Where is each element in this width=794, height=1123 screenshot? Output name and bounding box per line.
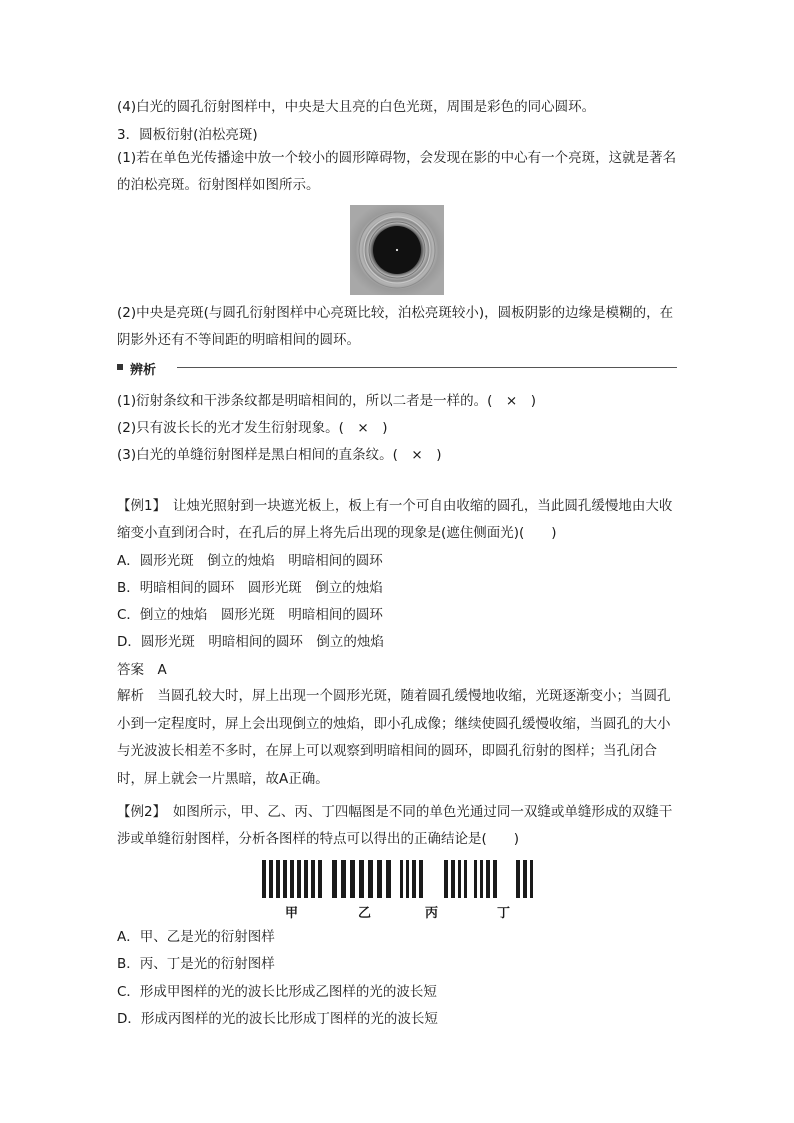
- example2-option-c: C．形成甲图样的光的波长比形成乙图样的光的波长短: [117, 984, 437, 1000]
- example1-option-a: A．圆形光斑 倒立的烛焰 明暗相间的圆环: [117, 553, 383, 569]
- intro-p2: (2)中央是亮斑(与圆孔衍射图样中心亮斑比较，泊松亮斑较小)，圆板阴影的边缘是模糊的，在阴影外还有不等间距的明暗相间的圆环。: [117, 305, 674, 348]
- judge-item-3: (3)白光的单缝衍射图样是黑白相间的直条纹。( × ): [117, 447, 442, 463]
- intro-p4: (4)白光的圆孔衍射图样中，中央是大且亮的白色光斑，周围是彩色的同心圆环。: [117, 99, 596, 115]
- heading-poisson-spot: 3．圆板衍射(泊松亮斑): [117, 127, 258, 143]
- figure-label-jia: 甲: [285, 906, 299, 921]
- section-label: 辨析: [130, 363, 157, 378]
- judge-item-2: (2)只有波长长的光才发生衍射现象。( × ): [117, 420, 388, 436]
- pattern-bing: [400, 860, 467, 898]
- example2-option-d: D．形成丙图样的光的波长比形成丁图样的光的波长短: [117, 1011, 438, 1027]
- example1-stem: 【例1】 让烛光照射到一块遮光板上，板上有一个可自由收缩的圆孔，当此圆孔缓慢地由大收缩变小直到闭合时，在孔后的屏上将先后出现的现象是(遮住侧面光)( ): [117, 498, 673, 541]
- figure-label-bing: 丙: [425, 906, 439, 921]
- poisson-spot-figure: [350, 205, 444, 295]
- figure-label-ding: 丁: [497, 906, 511, 921]
- example1-answer: 答案 A: [117, 662, 167, 678]
- example1-option-b: B．明暗相间的圆环 圆形光斑 倒立的烛焰: [117, 580, 383, 596]
- fringe-patterns-figure: [260, 858, 540, 900]
- intro-p1: (1)若在单色光传播途中放一个较小的圆形障碍物，会发现在影的中心有一个亮斑，这就是著名的泊松亮斑。衍射图样如图所示。: [117, 150, 677, 193]
- section-header-analysis: [117, 360, 677, 376]
- pattern-ding: [474, 860, 533, 898]
- section-marker: [117, 364, 123, 370]
- example1-option-d: D．圆形光斑 明暗相间的圆环 倒立的烛焰: [117, 634, 384, 650]
- figure-label-yi: 乙: [358, 906, 372, 921]
- pattern-jia: [262, 860, 322, 898]
- judge-item-1: (1)衍射条纹和干涉条纹都是明暗相间的，所以二者是一样的。( × ): [117, 393, 536, 409]
- section-rule: [177, 367, 677, 368]
- example2-stem: 【例2】 如图所示，甲、乙、丙、丁四幅图是不同的单色光通过同一双缝或单缝形成的双缝干涉或单缝衍射图样，分析各图样的特点可以得出的正确结论是( ): [117, 804, 673, 847]
- example2-option-a: A．甲、乙是光的衍射图样: [117, 929, 275, 945]
- pattern-yi: [332, 860, 391, 898]
- example1-analysis: 解析 当圆孔较大时，屏上出现一个圆形光斑，随着圆孔缓慢地收缩，光斑逐渐变小；当圆孔小到一定程度时，屏上会出现倒立的烛焰，即小孔成像；继续使圆孔缓慢收缩，当圆孔的大小与光波波长相差不多时，在屏上可以观察到明暗相间的圆环，即圆孔衍射的图样；当孔闭合时，屏上就会一片黑暗，故A正确。: [117, 688, 671, 787]
- example1-option-c: C．倒立的烛焰 圆形光斑 明暗相间的圆环: [117, 607, 383, 623]
- example2-option-b: B．丙、丁是光的衍射图样: [117, 956, 275, 972]
